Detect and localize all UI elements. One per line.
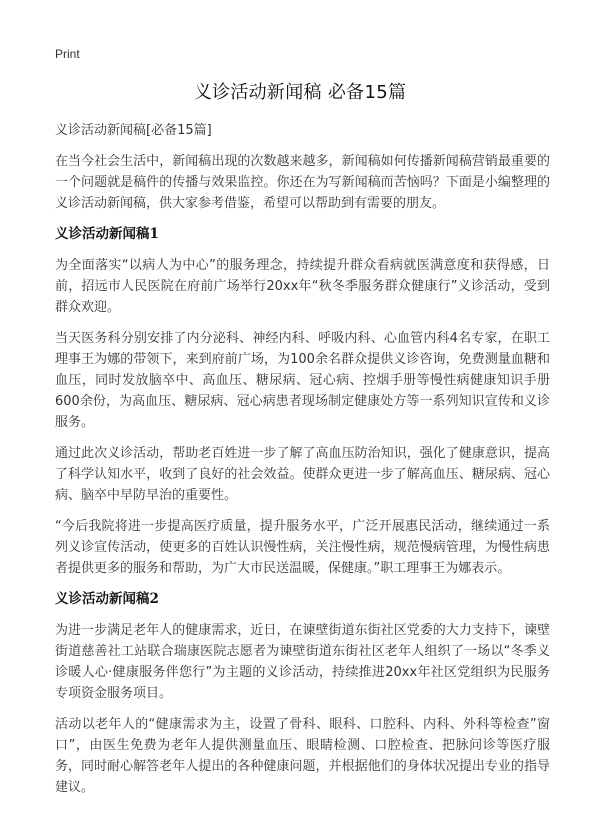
intro-paragraph: 在当今社会生活中，新闻稿出现的次数越来越多，新闻稿如何传播新闻稿营销最重要的一个问题就是稿件的传播与效果监控。你还在为写新闻稿而苦恼吗？下面是小编整理的义诊活动新闻稿，供大家参考借鉴，希望可以帮助到有需要的朋友。 — [55, 154, 550, 211]
article-subtitle: 义诊活动新闻稿[必备15篇] — [55, 123, 212, 138]
paragraph: 为全面落实“以病人为中心”的服务理念，持续提升群众看病就医满意度和获得感，日前，招远市人民医院在府前广场举行20xx年“秋冬季服务群众健康行”义诊活动，受到群众欢迎。 — [55, 258, 550, 315]
article-body — [55, 121, 550, 808]
paragraph: 当天医务科分别安排了内分泌科、神经内科、呼吸内科、心血管内科4名专家，在职工理事王为娜的带领下，来到府前广场，为100余名群众提供义诊咨询，免费测量血糖和血压，同时发放脑卒中、高血压、糖尿病、冠心病、控烟手册等慢性病健康知识手册600余份，为高血压、糖尿病、冠心病患者现场制定健康处方等一系列知识宣传和义诊服务。 — [55, 331, 550, 430]
print-link[interactable]: Print — [55, 47, 80, 61]
section-heading: 义诊活动新闻稿2 — [55, 591, 159, 607]
paragraph: 为进一步满足老年人的健康需求，近日，在谏壁街道东街社区党委的大力支持下，谏壁街道慈善社工站联合瑞康医院志愿者为谏壁街道东街社区老年人组织了一场以“冬季义诊暖人心·健康服务伴您行”为主题的义诊活动，持续推进20xx年社区党组织为民服务专项资金服务项目。 — [55, 623, 550, 701]
paragraph: 通过此次义诊活动，帮助老百姓进一步了解了高血压防治知识，强化了健康意识，提高了科学认知水平，收到了良好的社会效益。使群众更进一步了解高血压、糖尿病、冠心病、脑卒中早防早治的重要性。 — [55, 446, 550, 503]
section-heading: 义诊活动新闻稿1 — [55, 226, 159, 242]
paragraph: 活动以老年人的“健康需求为主，设置了骨科、眼科、口腔科、内科、外科等检查”窗口”，由医生免费为老年人提供测量血压、眼睛检测、口腔检查、把脉问诊等医疗服务，同时耐心解答老年人提出的各种健康问题，并根据他们的身体状况提出专业的指导建议。 — [55, 717, 550, 795]
page-title: 义诊活动新闻稿 必备15篇 — [193, 82, 407, 103]
paragraph: “今后我院将进一步提高医疗质量，提升服务水平，广泛开展惠民活动，继续通过一系列义诊宣传活动，使更多的百姓认识慢性病，关注慢性病，规范慢病管理，为慢性病患者提供更多的服务和帮助，为广大市民送温暖，保健康。”职工理事王为娜表示。 — [55, 519, 550, 576]
